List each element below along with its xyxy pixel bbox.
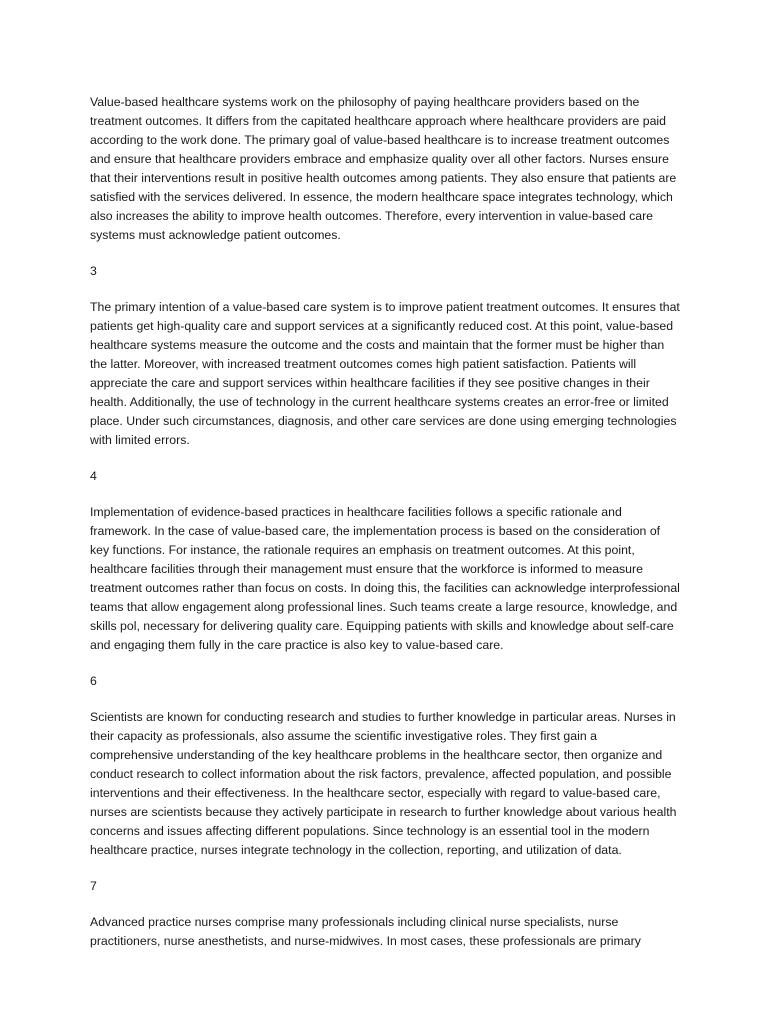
- section-number-6: 6: [90, 674, 97, 688]
- paragraph-advanced-practice-nurses: Advanced practice nurses comprise many professionals including clinical nurse specialists, nurse practitioners, nurse anesthetists, and nurse-midwives. In most cases, these professionals are primary: [90, 915, 641, 948]
- section-number-3: 3: [90, 264, 97, 278]
- paragraph-evidence-based-practices: Implementation of evidence-based practices in healthcare facilities follows a specific rationale and framework. In the case of value-based care, the implementation process is based on the consideration of key functions. For instance, the rationale requires an emphasis on treatment outcomes. At this point, healthcare facilities through their management must ensure that the workforce is informed to measure treatment outcomes rather than focus on costs. In doing this, the facilities can acknowledge interprofessional teams that allow engagement along professional lines. Such teams create a large resource, knowledge, and skills pol, necessary for delivering quality care. Equipping patients with skills and knowledge about self-care and engaging them fully in the care practice is also key to value-based care.: [90, 505, 680, 652]
- section-number-7: 7: [90, 879, 97, 893]
- paragraph-primary-intention: The primary intention of a value-based care system is to improve patient treatment outcomes. It ensures that patients get high-quality care and support services at a significantly reduced cost. At this point, value-based healthcare systems measure the outcome and the costs and maintain that the former must be higher than the latter. Moreover, with increased treatment outcomes comes high patient satisfaction. Patients will appreciate the care and support services within healthcare facilities if they see positive changes in their health. Additionally, the use of technology in the current healthcare systems creates an error-free or limited place. Under such circumstances, diagnosis, and other care services are done using emerging technologies with limited errors.: [90, 300, 680, 447]
- section-number-4: 4: [90, 469, 97, 483]
- document-page: [90, 93, 680, 968]
- paragraph-value-based-philosophy: Value-based healthcare systems work on the philosophy of paying healthcare providers based on the treatment outcomes. It differs from the capitated healthcare approach where healthcare providers are paid according to the work done. The primary goal of value-based healthcare is to increase treatment outcomes and ensure that healthcare providers embrace and emphasize quality over all other factors. Nurses ensure that their interventions result in positive health outcomes among patients. They also ensure that patients are satisfied with the services delivered. In essence, the modern healthcare space integrates technology, which also increases the ability to improve health outcomes. Therefore, every intervention in value-based care systems must acknowledge patient outcomes.: [90, 95, 677, 242]
- paragraph-nurses-as-scientists: Scientists are known for conducting research and studies to further knowledge in particular areas. Nurses in their capacity as professionals, also assume the scientific investigative roles. They first gain a comprehensive understanding of the key healthcare problems in the healthcare sector, then organize and conduct research to collect information about the risk factors, prevalence, affected population, and possible interventions and their effectiveness. In the healthcare sector, especially with regard to value-based care, nurses are scientists because they actively participate in research to further knowledge about various health concerns and issues affecting different populations. Since technology is an essential tool in the modern healthcare practice, nurses integrate technology in the collection, reporting, and utilization of data.: [90, 710, 677, 857]
